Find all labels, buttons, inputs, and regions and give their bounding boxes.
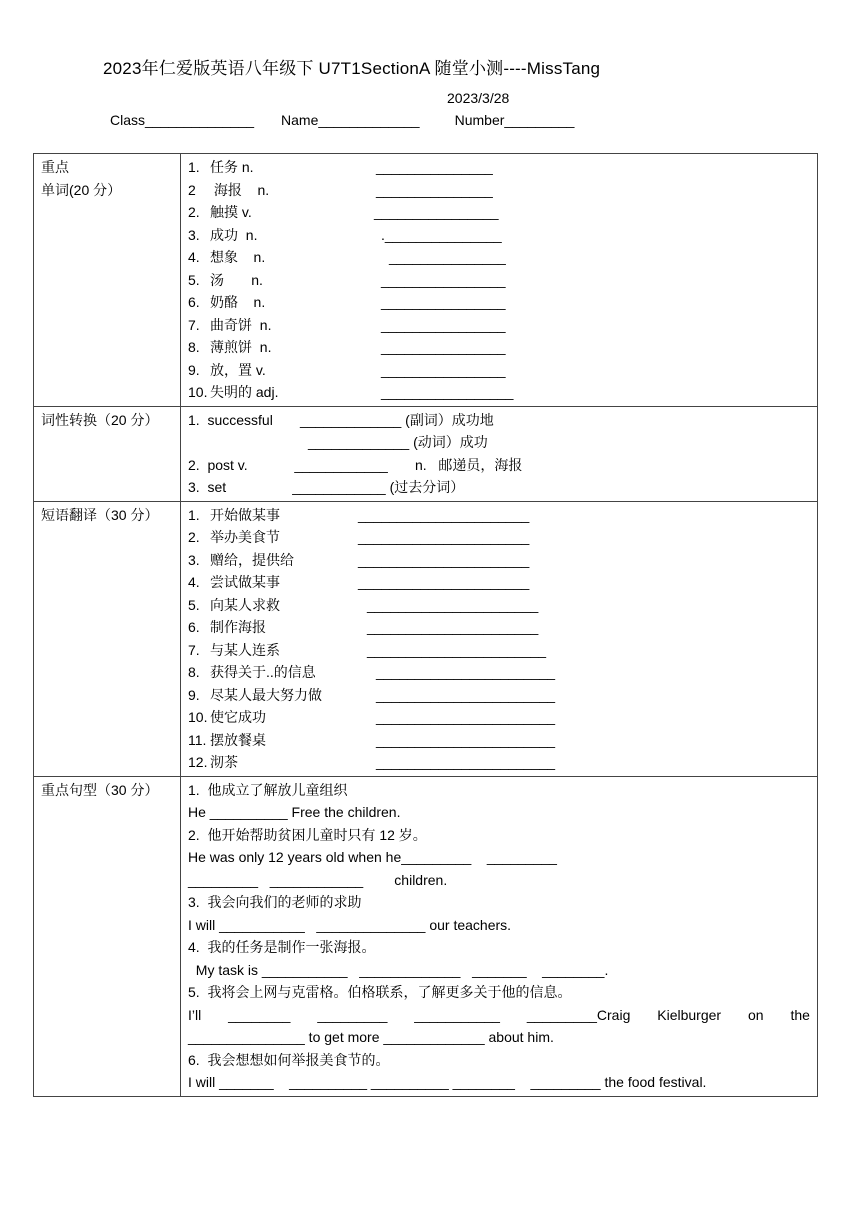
phrase-answer-blank[interactable]: ______________________ [358, 506, 530, 523]
phrase-number: 6. [188, 619, 200, 635]
phrase-answer-blank[interactable]: _______________________ [376, 709, 556, 725]
vocab-answer-blank[interactable]: ._______________ [381, 226, 502, 243]
vocab-prompt: 成功 n. [210, 226, 258, 243]
phrase-item [188, 729, 817, 752]
sentence-blank[interactable]: He __________ Free the children. [188, 804, 401, 820]
student-info [110, 112, 574, 128]
quiz-date: 2023/3/28 [447, 90, 510, 106]
phrase-item [188, 571, 817, 594]
wordform-line[interactable]: 1. successful _____________ (副词）成功地 [188, 411, 494, 428]
phrase-number: 2. [188, 529, 200, 545]
vocab-answer-blank[interactable]: ________________ [381, 294, 506, 310]
phrase-item [188, 504, 817, 527]
phrases-row [34, 501, 818, 776]
vocab-number: 5. [188, 271, 200, 288]
sentence-prompt: 4. 我的任务是制作一张海报。 [188, 939, 376, 955]
page-title: 2023年仁爱版英语八年级下 U7T1SectionA 随堂小测----MissTang [103, 59, 601, 78]
vocab-number: 6. [188, 294, 200, 310]
vocab-item [188, 291, 817, 314]
sentence-prompt: 6. 我会想想如何举报美食节的。 [188, 1051, 390, 1068]
vocab-number: 7. [188, 316, 200, 333]
phrase-item [188, 706, 817, 729]
vocab-prompt: 曲奇饼 n. [210, 316, 272, 333]
phrase-answer-blank[interactable]: ______________________ [358, 551, 530, 568]
phrase-prompt: 开始做某事 [210, 506, 280, 523]
sentence-prompt: 5. 我将会上网与克雷格。伯格联系，了解更多关于他的信息。 [188, 984, 572, 1000]
phrase-answer-blank[interactable]: _______________________ [367, 641, 547, 658]
wordform-list [181, 406, 818, 501]
phrase-number: 8. [188, 664, 200, 680]
vocab-answer-blank[interactable]: ________________ [381, 339, 506, 355]
phrase-item [188, 751, 817, 774]
vocab-prompt: 汤 n. [210, 271, 263, 288]
name-field[interactable]: Name_____________ [281, 112, 420, 128]
phrases-label: 短语翻译（30 分） [34, 501, 181, 776]
sentence-prompt: 3. 我会向我们的老师的求助 [188, 894, 362, 910]
vocab-item [188, 381, 817, 404]
sentence-blank[interactable]: _________ ____________ children. [188, 871, 448, 888]
sentence-prompt: 2. 他开始帮助贫困儿童时只有 12 岁。 [188, 826, 427, 843]
vocab-item [188, 201, 817, 224]
phrase-item [188, 684, 817, 707]
phrase-number: 3. [188, 551, 200, 568]
vocab-item [188, 246, 817, 269]
phrase-number: 4. [188, 574, 200, 590]
vocab-list [181, 154, 818, 407]
phrase-number: 7. [188, 641, 200, 658]
phrase-prompt: 制作海报 [210, 619, 266, 635]
phrase-prompt: 沏茶 [210, 754, 238, 770]
wordform-label: 词性转换（20 分） [34, 406, 181, 501]
wordform-line[interactable]: _____________ (动词）成功 [308, 434, 488, 450]
sentences-label: 重点句型（30 分） [34, 776, 181, 1096]
vocab-number: 4. [188, 249, 200, 265]
vocab-number: 9. [188, 361, 200, 378]
vocab-prompt: 奶酪 n. [210, 294, 266, 310]
vocab-prompt: 失明的 adj. [210, 384, 279, 400]
vocab-prompt: 任务 n. [210, 159, 254, 175]
phrase-answer-blank[interactable]: ______________________ [367, 596, 539, 613]
class-field[interactable]: Class______________ [110, 112, 255, 128]
vocab-prompt: 海报 n. [210, 181, 270, 198]
vocab-row [34, 154, 818, 407]
phrase-number: 10. [188, 709, 208, 725]
phrase-answer-blank[interactable]: _______________________ [376, 686, 556, 703]
sentence-word: the [790, 1006, 810, 1023]
phrase-prompt: 摆放餐桌 [210, 731, 266, 748]
sentences-list [181, 776, 818, 1096]
wordform-row [34, 406, 818, 501]
phrase-prompt: 与某人连系 [210, 641, 280, 658]
phrase-prompt: 尽某人最大努力做 [210, 686, 322, 703]
phrase-prompt: 使它成功 [210, 709, 266, 725]
phrase-answer-blank[interactable]: _______________________ [376, 731, 556, 748]
phrase-answer-blank[interactable]: ______________________ [367, 619, 539, 635]
sentence-blank[interactable]: My task is ___________ _____________ _______ ________. [188, 961, 609, 978]
vocab-answer-blank[interactable]: ________________ [381, 361, 506, 378]
sentence-blank[interactable] [188, 1004, 817, 1027]
sentence-blank[interactable]: He was only 12 years old when he_________ _________ [188, 849, 557, 865]
vocab-answer-blank[interactable]: _______________ [389, 249, 506, 265]
phrase-answer-blank[interactable]: ______________________ [358, 574, 530, 590]
phrase-item [188, 616, 817, 639]
phrase-prompt: 获得关于..的信息 [210, 664, 316, 680]
quiz-table [33, 153, 818, 1097]
phrase-item [188, 661, 817, 684]
sentence-blank[interactable]: I will _______ __________ __________ ________ _________ the food festival. [188, 1074, 707, 1090]
vocab-prompt: 放，置 v. [210, 361, 266, 378]
vocab-number: 2. [188, 204, 200, 220]
sentences-row [34, 776, 818, 1096]
vocab-answer-blank[interactable]: _______________ [376, 181, 493, 198]
sentence-word: _________Craig [526, 1006, 631, 1023]
vocab-answer-blank[interactable]: ________________ [381, 271, 506, 288]
number-field[interactable]: Number_________ [454, 112, 575, 128]
sentence-word: ________ [228, 1006, 291, 1023]
wordform-line[interactable]: 2. post v. ____________ n. 邮递员，海报 [188, 456, 523, 473]
vocab-answer-blank[interactable]: ________________ [374, 204, 499, 220]
sentence-word: Kielburger [657, 1006, 722, 1023]
vocab-item [188, 179, 817, 202]
vocab-prompt: 想象 n. [210, 249, 266, 265]
vocab-item [188, 269, 817, 292]
sentence-blank[interactable]: _______________ to get more _____________ about him. [188, 1029, 554, 1045]
vocab-item [188, 224, 817, 247]
phrase-answer-blank[interactable]: _______________________ [376, 664, 556, 680]
phrase-item [188, 594, 817, 617]
phrase-prompt: 向某人求救 [210, 596, 280, 613]
vocab-answer-blank[interactable]: _______________ [376, 159, 493, 175]
sentence-word: ___________ [414, 1006, 500, 1023]
sentence-prompt: 1. 他成立了解放儿童组织 [188, 781, 348, 798]
wordform-line[interactable]: 3. set ____________ (过去分词） [188, 479, 465, 495]
vocab-item [188, 314, 817, 337]
phrases-list [181, 501, 818, 776]
vocab-number: 1. [188, 159, 200, 175]
sentence-word: on [747, 1006, 764, 1023]
phrase-answer-blank[interactable]: _______________________ [376, 754, 556, 770]
phrase-item [188, 549, 817, 572]
vocab-answer-blank[interactable]: ________________ [381, 316, 506, 333]
vocab-number: 3. [188, 226, 200, 243]
vocab-prompt: 薄煎饼 n. [210, 339, 272, 355]
phrase-number: 12. [188, 754, 208, 770]
phrase-answer-blank[interactable]: ______________________ [358, 529, 530, 545]
vocab-number: 10. [188, 384, 208, 400]
sentence-word: I’ll [188, 1006, 202, 1023]
sentence-blank[interactable]: I will ___________ ______________ our teachers. [188, 916, 512, 933]
vocab-number: 8. [188, 339, 200, 355]
phrase-item [188, 526, 817, 549]
sentence-word: _________ [317, 1006, 388, 1023]
vocab-item [188, 359, 817, 382]
vocab-item [188, 156, 817, 179]
vocab-answer-blank[interactable]: _________________ [381, 384, 514, 400]
vocab-prompt: 触摸 v. [210, 204, 252, 220]
vocab-label: 重点 单词(20 分） [34, 154, 181, 407]
vocab-number: 2 [188, 181, 196, 198]
vocab-item [188, 336, 817, 359]
phrase-number: 11. [188, 731, 207, 748]
phrase-prompt: 赠给，提供给 [210, 551, 294, 568]
phrase-item [188, 639, 817, 662]
phrase-number: 5. [188, 596, 200, 613]
phrase-prompt: 尝试做某事 [210, 574, 280, 590]
phrase-prompt: 举办美食节 [210, 529, 280, 545]
phrase-number: 1. [188, 506, 200, 523]
phrase-number: 9. [188, 686, 200, 703]
